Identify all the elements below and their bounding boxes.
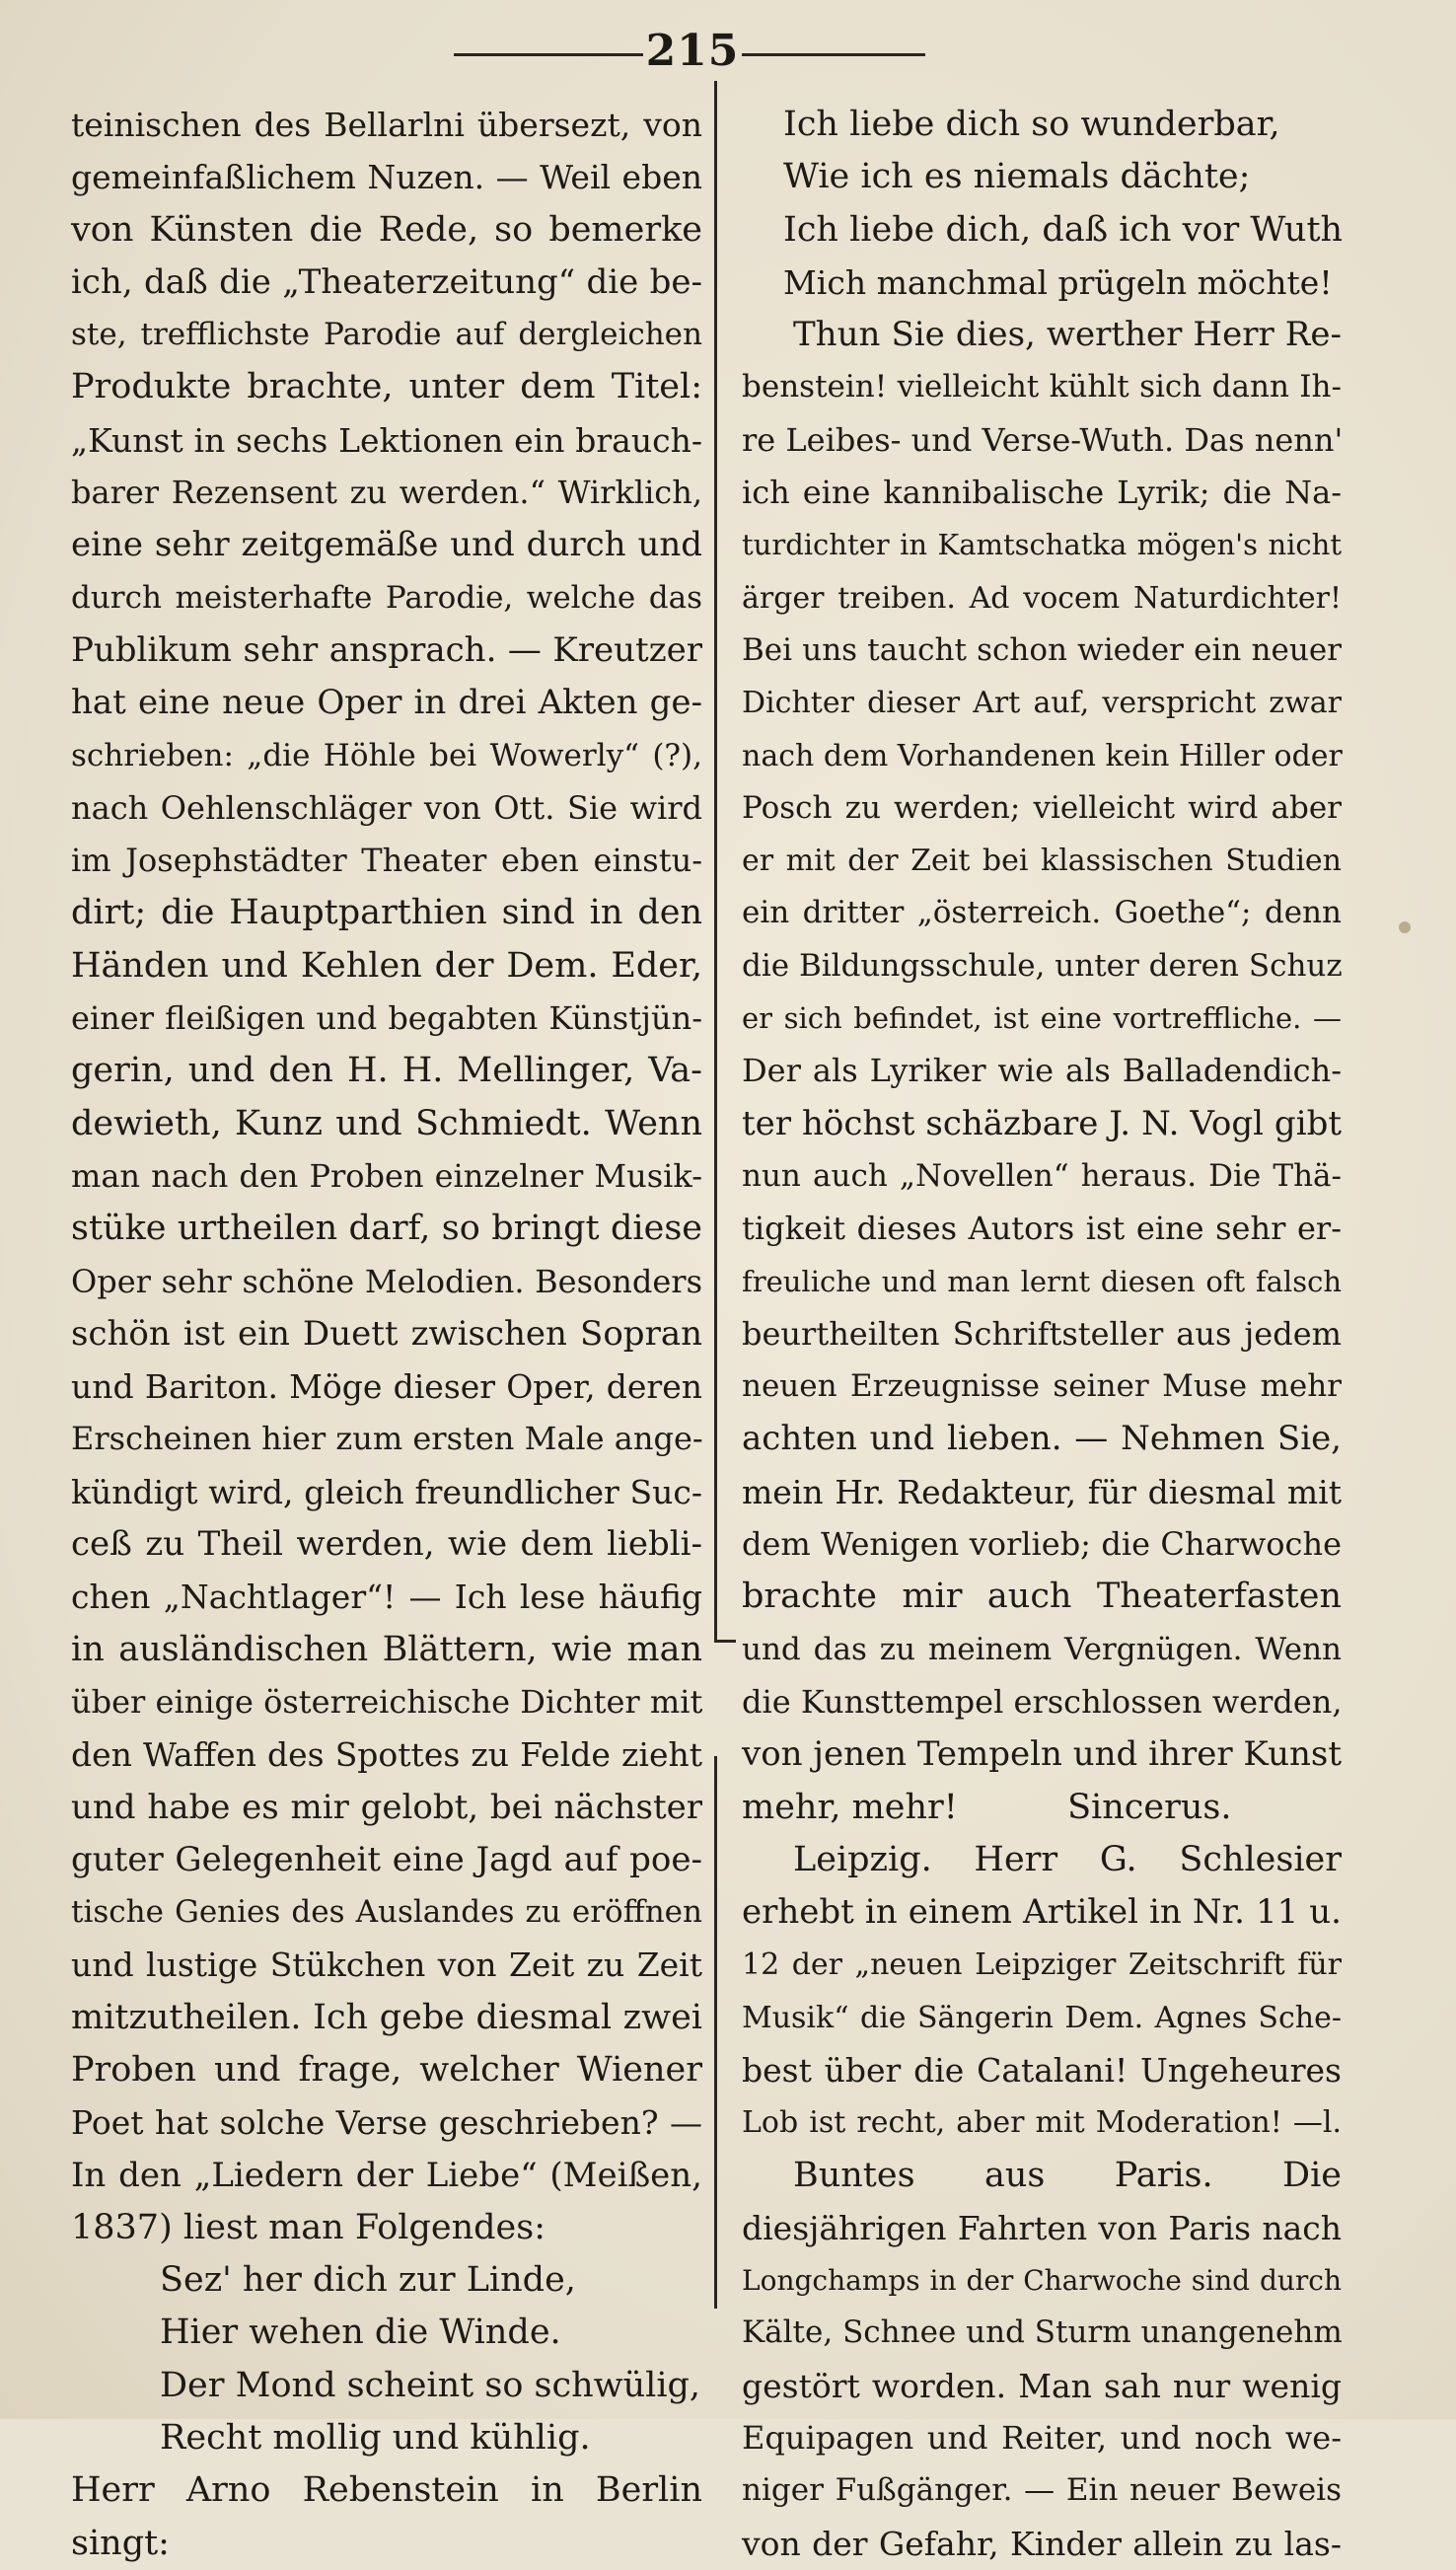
text-line: ste, trefflichste Parodie auf dergleichen: [71, 317, 702, 353]
verse-line: Ich liebe dich so wunderbar,: [783, 105, 1280, 144]
text-line: und Bariton. Möge dieser Oper, deren: [71, 1367, 702, 1407]
text-line: tigkeit dieses Autors ist eine sehr er-: [742, 1210, 1342, 1248]
text-line: ceß zu Theil werden, wie dem liebli-: [71, 1524, 702, 1565]
text-line: Erscheinen hier zum ersten Male ange-: [71, 1420, 703, 1458]
header-rule-right: [742, 53, 925, 56]
text-line: und habe es mir gelobt, bei nächster: [71, 1787, 702, 1827]
text-line: nach Oehlenschläger von Ott. Sie wird: [71, 788, 702, 827]
text-line: den Waffen des Spottes zu Felde zieht: [71, 1735, 702, 1775]
verse-line: Ich liebe dich, daß ich vor Wuth: [783, 209, 1344, 250]
page-header: [0, 22, 1456, 81]
text-line: brachte mir auch Theaterfasten: [742, 1577, 1342, 1617]
text-line: chen „Nachtlager“! — Ich lese häufig: [71, 1578, 702, 1617]
text-line: dewieth, Kunz und Schmiedt. Wenn: [71, 1103, 702, 1143]
text-line: von Künsten die Rede, so bemerke: [71, 209, 702, 250]
text-line: mehr, mehr! Sincerus.: [742, 1787, 1232, 1827]
text-line: er sich befindet, ist eine vortreffliche. —: [742, 1001, 1342, 1036]
text-line: durch meisterhafte Parodie, welche das: [71, 579, 702, 616]
text-line: Der als Lyriker wie als Balladendich-: [742, 1052, 1342, 1090]
text-line: Dichter dieser Art auf, verspricht zwar: [742, 686, 1342, 721]
text-line: gestört worden. Man sah nur wenig: [742, 2366, 1342, 2405]
text-line: Publikum sehr ansprach. — Kreutzer: [71, 629, 702, 670]
left-column: [71, 99, 702, 2570]
text-line: von jenen Tempeln und ihrer Kunst: [742, 1734, 1342, 1775]
column-divider-tick: [714, 1640, 736, 1643]
text-line: im Josephstädter Theater eben einstu-: [71, 842, 702, 880]
text-line: hat eine neue Oper in drei Akten ge-: [71, 683, 702, 723]
text-line: Poet hat solche Verse geschrieben? —: [71, 2103, 702, 2143]
text-line: Produkte brachte, unter dem Titel:: [71, 367, 702, 407]
text-line: mein Hr. Redakteur, für diesmal mit: [742, 1472, 1342, 1511]
text-line: best über die Catalani! Ungeheures: [742, 2050, 1342, 2090]
text-line: Händen und Kehlen der Dem. Eder,: [71, 945, 702, 986]
text-line: und lustige Stükchen von Zeit zu Zeit: [71, 1946, 702, 1985]
text-line: schön ist ein Duett zwischen Sopran: [71, 1313, 702, 1354]
text-line: Lob ist recht, aber mit Moderation! —l.: [742, 2105, 1342, 2141]
column-divider-lower: [714, 1756, 717, 2309]
text-line: turdichter in Kamtschatka mögen's nicht: [742, 528, 1342, 562]
text-line: erhebt in einem Artikel in Nr. 11 u.: [742, 1892, 1342, 1933]
header-rule-left: [454, 53, 643, 56]
text-line: Oper sehr schöne Melodien. Besonders: [71, 1262, 702, 1300]
text-line: man nach den Proben einzelner Musik-: [71, 1156, 702, 1195]
text-line: dem Wenigen vorlieb; die Charwoche: [742, 1525, 1342, 1564]
text-line: über einige österreichische Dichter mit: [71, 1682, 703, 1721]
text-line: 12 der „neuen Leipziger Zeitschrift für: [742, 1947, 1342, 1983]
text-line: nun auch „Novellen“ heraus. Die Thä-: [742, 1157, 1342, 1194]
verse-line: Recht mollig und kühlig.: [160, 2418, 591, 2459]
text-line: niger Fußgänger. — Ein neuer Beweis: [742, 2472, 1342, 2509]
text-line: teinischen des Bellarlni übersezt, von: [71, 106, 702, 144]
text-line: nach dem Vorhandenen kein Hiller oder: [742, 738, 1343, 773]
text-line: beurtheilten Schriftsteller aus jedem: [742, 1314, 1342, 1353]
text-line: schrieben: „die Höhle bei Wowerly“ (?),: [71, 737, 702, 773]
text-line: ärger treiben. Ad vocem Naturdichter!: [742, 580, 1342, 616]
verse-line: Wie ich es niemals dächte;: [783, 157, 1251, 197]
text-line: Kälte, Schnee und Sturm unangenehm: [742, 2314, 1343, 2351]
text-line: freuliche und man lernt diesen oft falsch: [742, 1264, 1342, 1298]
text-line: kündigt wird, gleich freundlicher Suc-: [71, 1472, 702, 1511]
text-line: In den „Liedern der Liebe“ (Meißen,: [71, 2155, 702, 2195]
right-column: [742, 99, 1342, 2570]
text-line: in ausländischen Blättern, wie man: [71, 1629, 702, 1669]
page-number: 215: [645, 26, 740, 76]
text-line: ich, daß die „Theaterzeitung“ die be-: [71, 261, 702, 302]
text-line: ein dritter „österreich. Goethe“; denn: [742, 895, 1342, 931]
text-line: barer Rezensent zu werden.“ Wirklich,: [71, 474, 702, 512]
text-line: einer fleißigen und begabten Künstjün-: [71, 999, 702, 1038]
text-line: neuen Erzeugnisse seiner Muse mehr: [742, 1368, 1342, 1405]
text-line: die Kunsttempel erschlossen werden,: [742, 1682, 1343, 1721]
text-line: singt:: [71, 2523, 170, 2563]
column-divider: [714, 81, 717, 1640]
verse-line: Mich manchmal prügeln möchte!: [783, 262, 1333, 302]
text-line: stüke urtheilen darf, so bringt diese: [71, 1209, 702, 1249]
text-line: gemeinfaßlichem Nuzen. — Weil eben: [71, 158, 702, 197]
text-line: mitzutheilen. Ich gebe diesmal zwei: [71, 1997, 702, 2037]
text-line: re Leibes- und Verse-Wuth. Das nenn': [742, 420, 1344, 459]
text-line: Equipagen und Reiter, und noch we-: [742, 2419, 1342, 2458]
text-line: von der Gefahr, Kinder allein zu las-: [742, 2524, 1342, 2563]
text-line: diesjährigen Fahrten von Paris nach: [742, 2208, 1342, 2247]
text-line: „Kunst in sechs Lektionen ein brauch-: [71, 420, 702, 460]
text-line: Posch zu werden; vielleicht wird aber: [742, 789, 1342, 826]
section-heading-paris: Buntes aus Paris. Die: [793, 2155, 1342, 2195]
text-line: Thun Sie dies, werther Herr Re-: [793, 315, 1342, 355]
text-line: achten und lieben. — Nehmen Sie,: [742, 1419, 1342, 1459]
text-line: gerin, und den H. H. Mellinger, Va-: [71, 1051, 702, 1091]
text-line: ich eine kannibalische Lyrik; die Na-: [742, 474, 1342, 512]
text-line: tische Genies des Auslandes zu eröffnen: [71, 1894, 702, 1931]
text-line: eine sehr zeitgemäße und durch und: [71, 525, 702, 565]
verse-line: Der Mond scheint so schwülig,: [160, 2365, 701, 2405]
text-line: guter Gelegenheit eine Jagd auf poe-: [71, 1839, 702, 1879]
section-heading-leipzig: Leipzig. Herr G. Schlesier: [793, 1839, 1342, 1879]
text-line: ter höchst schäzbare J. N. Vogl gibt: [742, 1103, 1342, 1143]
text-line: Proben und frage, welcher Wiener: [71, 2049, 702, 2090]
text-line: benstein! vielleicht kühlt sich dann Ih-: [742, 369, 1342, 405]
text-line: die Bildungsschule, unter deren Schuz: [742, 947, 1343, 984]
text-line: Bei uns taucht schon wieder ein neuer: [742, 631, 1342, 668]
text-line: 1837) liest man Folgendes:: [71, 2207, 546, 2247]
text-line: Musik“ die Sängerin Dem. Agnes Sche-: [742, 2000, 1342, 2035]
text-line: Herr Arno Rebenstein in Berlin: [71, 2470, 702, 2511]
text-line: dirt; die Hauptparthien sind in den: [71, 893, 702, 933]
text-line: er mit der Zeit bei klassischen Studien: [742, 844, 1342, 879]
paper-speck: [1399, 921, 1411, 933]
text-line: und das zu meinem Vergnügen. Wenn: [742, 1631, 1342, 1667]
text-line: Longchamps in der Charwoche sind durch: [742, 2264, 1342, 2298]
verse-line: Sez' her dich zur Linde,: [160, 2260, 576, 2301]
verse-line: Hier wehen die Winde.: [160, 2313, 561, 2353]
